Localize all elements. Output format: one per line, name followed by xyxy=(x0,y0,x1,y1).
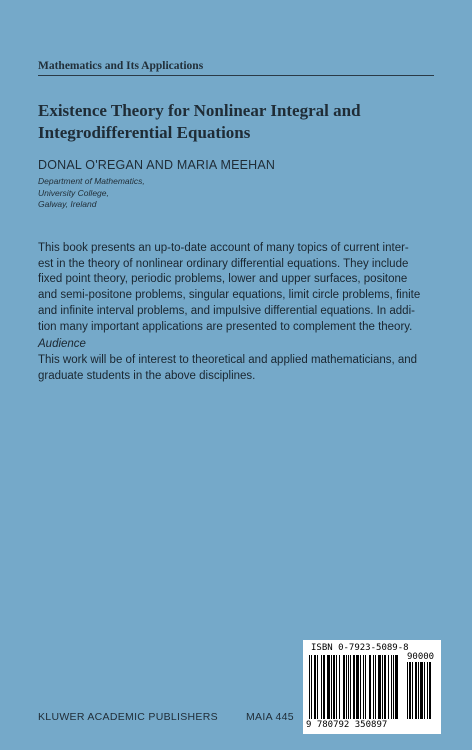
audience-line: This work will be of interest to theoretical and applied mathematicians, and xyxy=(38,354,418,366)
description-line: fixed point theory, periodic problems, lower and upper surfaces, positone xyxy=(38,273,408,286)
authors: DONAL O'REGAN AND MARIA MEEHAN xyxy=(38,158,276,172)
description-line: and infinite interval problems, and impulsive differential equations. In addi- xyxy=(38,304,415,317)
description-line: est in the theory of nonlinear ordinary differential equations. They include xyxy=(38,257,409,270)
isbn-text: ISBN 0-7923-5089-8 xyxy=(311,643,409,653)
ean-barcode-icon xyxy=(309,655,405,724)
affiliation xyxy=(38,176,145,211)
title-line: Existence Theory for Nonlinear Integral and xyxy=(38,101,361,120)
series-number: MAIA 445 xyxy=(246,711,294,723)
affiliation-line: Galway, Ireland xyxy=(38,199,97,209)
ean-number: 9 780792 350897 xyxy=(306,720,388,730)
audience-line: graduate students in the above disciplines. xyxy=(38,369,256,382)
description-line: and semi-positone problems, singular equations, limit circle problems, finite xyxy=(38,289,421,302)
title-line: Integrodifferential Equations xyxy=(38,123,251,142)
addon-number: 90000 xyxy=(407,652,435,662)
audience-heading: Audience xyxy=(38,338,86,350)
series-name: Mathematics and Its Applications xyxy=(38,60,204,72)
book-description xyxy=(38,241,436,335)
addon-barcode-icon xyxy=(407,662,437,724)
series-divider xyxy=(38,75,434,76)
affiliation-line: University College, xyxy=(38,187,109,198)
audience-text xyxy=(38,353,436,384)
barcode-label xyxy=(303,640,441,734)
affiliation-line: Department of Mathematics, xyxy=(38,176,145,186)
publisher-name: KLUWER ACADEMIC PUBLISHERS xyxy=(38,711,218,723)
description-line: This book presents an up-to-date account of many topics of current inter- xyxy=(38,242,409,254)
description-line: tion many important applications are presented to complement the theory. xyxy=(38,320,413,333)
book-title xyxy=(38,100,438,144)
